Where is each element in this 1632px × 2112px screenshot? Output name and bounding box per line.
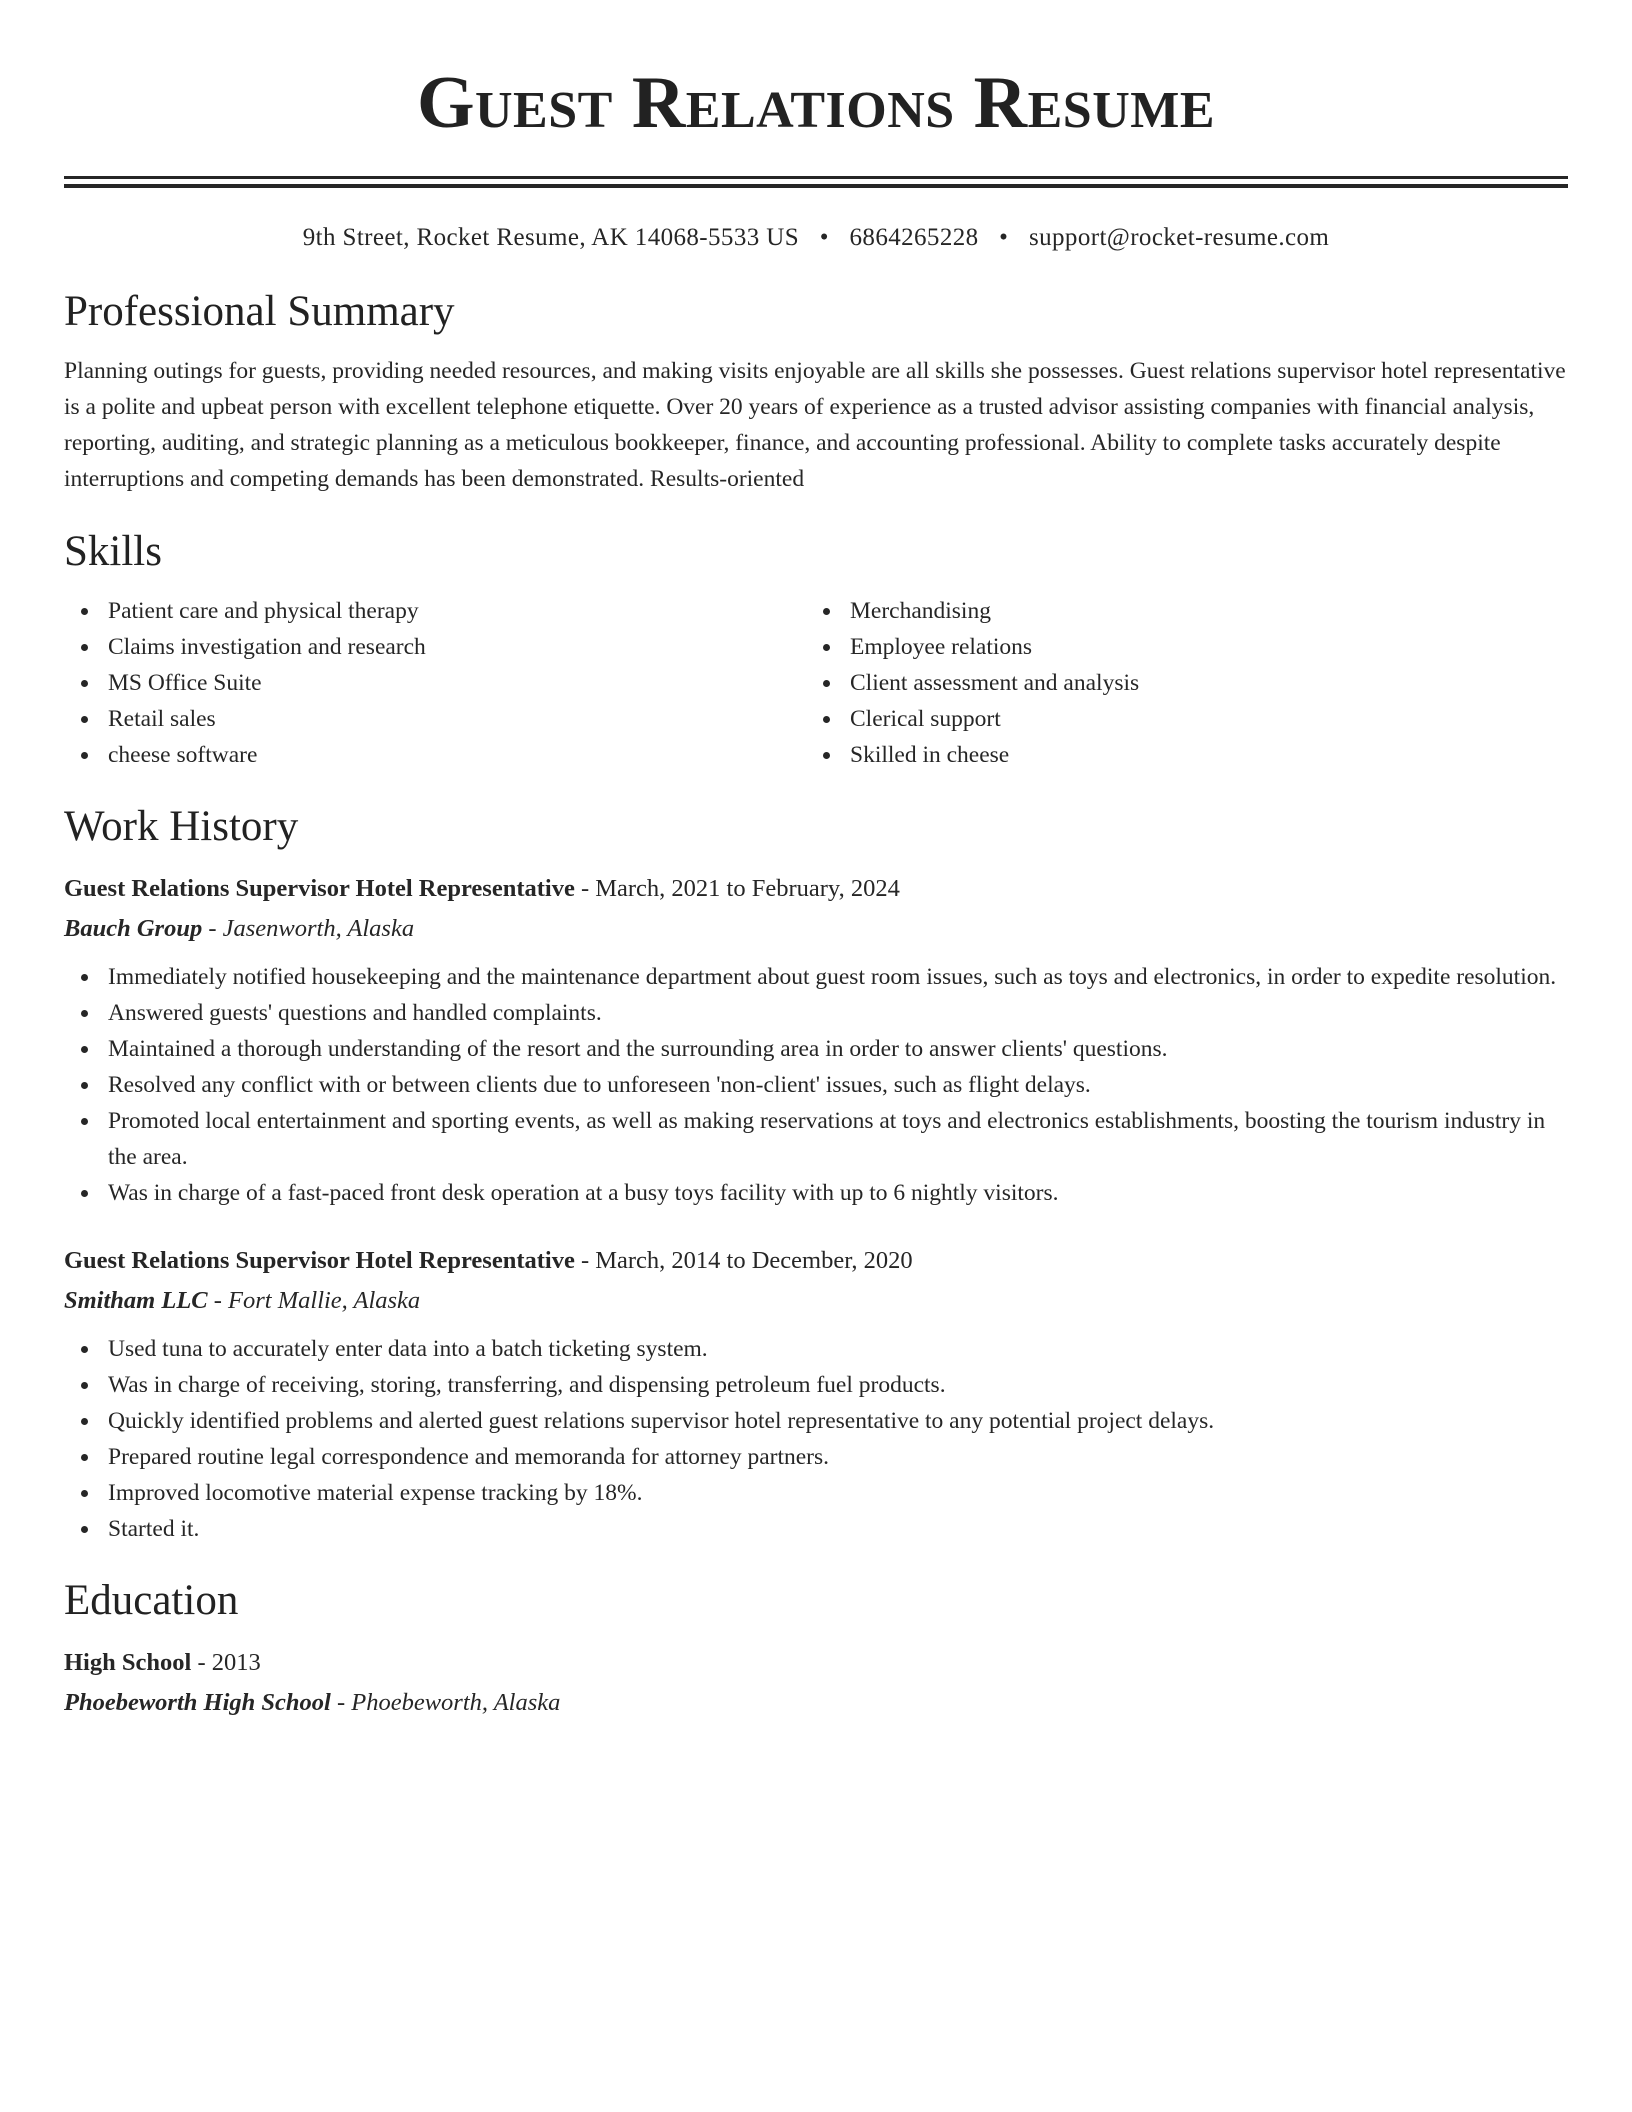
contact-phone: 6864265228	[849, 224, 979, 251]
job-dates: - March, 2021 to February, 2024	[574, 875, 900, 902]
summary-text: Planning outings for guests, providing needed resources, and making visits enjoyable are all skills she possesses. Guest relations supervisor hotel representative is a polite and upbeat person with excellent telephone etiquette. Over 20 years of experience as a trusted advisor assisting companies with financial analysis, reporting, auditing, and strategic planning as a meticulous bookkeeper, finance, and accounting professional. Ability to complete tasks accurately despite interruptions and competing demands has been demonstrated. Results-oriented	[64, 358, 1566, 492]
job-location: - Fort Mallie, Alaska	[207, 1287, 421, 1314]
skill-item: MS Office Suite	[64, 665, 806, 701]
job-duty: Immediately notified housekeeping and the maintenance department about guest room issues, such as toys and electronics, in order to expedite resolution.	[64, 959, 1568, 995]
education-degree: High School	[64, 1649, 192, 1676]
skills-column-left	[64, 593, 806, 773]
contact-address: 9th Street, Rocket Resume, AK 14068-5533 US	[302, 224, 800, 251]
education-heading: Education	[64, 1577, 239, 1624]
job-duty: Was in charge of a fast-paced front desk operation at a busy toys facility with up to 6 nightly visitors.	[64, 1175, 1568, 1211]
job-company: Bauch Group	[64, 915, 203, 942]
job-title-line	[64, 869, 1568, 909]
skill-item: Patient care and physical therapy	[64, 593, 806, 629]
job-duty: Improved locomotive material expense tracking by 18%.	[64, 1475, 1568, 1511]
job-entry	[64, 869, 1568, 1211]
skill-item: Employee relations	[806, 629, 1548, 665]
skills-section	[64, 526, 1568, 773]
education-location: - Phoebeworth, Alaska	[330, 1689, 561, 1716]
contact-separator: •	[999, 224, 1009, 251]
contact-line	[64, 222, 1568, 254]
summary-section	[64, 286, 1568, 497]
skill-item: Merchandising	[806, 593, 1548, 629]
job-duty: Answered guests' questions and handled complaints.	[64, 995, 1568, 1031]
job-entry	[64, 1241, 1568, 1547]
contact-email: support@rocket-resume.com	[1028, 224, 1330, 251]
education-entry	[64, 1643, 1568, 1723]
job-duty: Prepared routine legal correspondence and memoranda for attorney partners.	[64, 1439, 1568, 1475]
job-duty: Resolved any conflict with or between clients due to unforeseen 'non-client' issues, such as flight delays.	[64, 1067, 1568, 1103]
job-company-line	[64, 1281, 1568, 1321]
skill-item: Skilled in cheese	[806, 737, 1548, 773]
skill-item: Clerical support	[806, 701, 1548, 737]
job-duties	[64, 1331, 1568, 1547]
job-title-line	[64, 1241, 1568, 1281]
job-duty: Promoted local entertainment and sporting events, as well as making reservations at toys and electronics establishments, boosting the tourism industry in the area.	[64, 1103, 1568, 1175]
skill-item: Retail sales	[64, 701, 806, 737]
education-school: Phoebeworth High School	[64, 1689, 331, 1716]
job-location: - Jasenworth, Alaska	[202, 915, 415, 942]
education-school-line	[64, 1683, 1568, 1723]
work-history-section	[64, 801, 1568, 1547]
job-role: Guest Relations Supervisor Hotel Representative	[64, 875, 575, 902]
job-duty: Started it.	[64, 1511, 1568, 1547]
job-company-line	[64, 909, 1568, 949]
education-degree-line	[64, 1643, 1568, 1683]
job-role: Guest Relations Supervisor Hotel Representative	[64, 1247, 575, 1274]
job-duty: Quickly identified problems and alerted guest relations supervisor hotel representative to any potential project delays.	[64, 1403, 1568, 1439]
job-company: Smitham LLC	[64, 1287, 208, 1314]
skills-heading: Skills	[64, 528, 162, 575]
contact-separator: •	[819, 224, 829, 251]
job-duty: Used tuna to accurately enter data into a batch ticketing system.	[64, 1331, 1568, 1367]
education-section	[64, 1575, 1568, 1723]
resume-title: Guest Relations Resume	[416, 62, 1216, 144]
job-duties	[64, 959, 1568, 1211]
job-duty: Was in charge of receiving, storing, transferring, and dispensing petroleum fuel products.	[64, 1367, 1568, 1403]
title-rule-bottom	[64, 184, 1568, 188]
work-history-heading: Work History	[64, 803, 299, 850]
skill-item: Claims investigation and research	[64, 629, 806, 665]
skills-column-right	[806, 593, 1548, 773]
education-year: - 2013	[191, 1649, 261, 1676]
job-duty: Maintained a thorough understanding of the resort and the surrounding area in order to answer clients' questions.	[64, 1031, 1568, 1067]
skills-grid	[64, 593, 1568, 773]
skill-item: cheese software	[64, 737, 806, 773]
summary-heading: Professional Summary	[64, 288, 455, 335]
job-dates: - March, 2014 to December, 2020	[574, 1247, 913, 1274]
skill-item: Client assessment and analysis	[806, 665, 1548, 701]
title-rule-top	[64, 176, 1568, 179]
